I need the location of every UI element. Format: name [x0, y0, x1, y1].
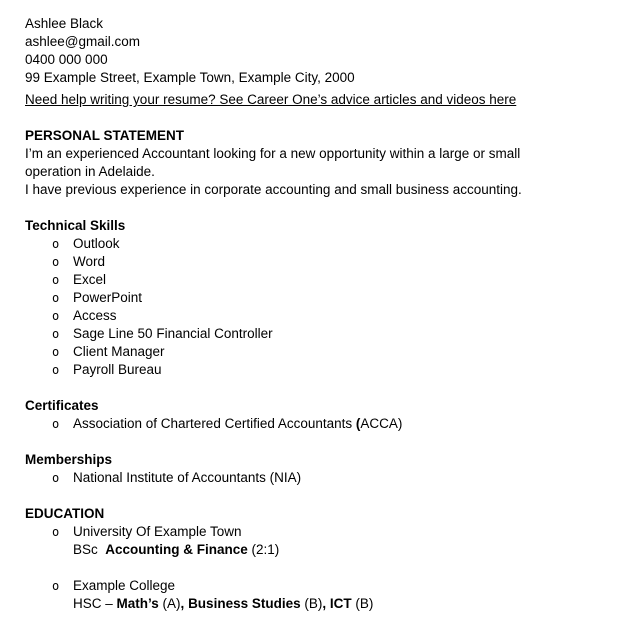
education-institution: University Of Example Town: [73, 524, 242, 539]
skill-label: Client Manager: [73, 344, 165, 359]
circle-bullet-icon: o: [52, 255, 60, 269]
skill-item: [25, 361, 597, 379]
personal-statement-line: operation in Adelaide.: [25, 164, 155, 179]
circle-bullet-icon: o: [52, 471, 60, 485]
circle-bullet-icon: o: [52, 579, 60, 593]
contact-address: 99 Example Street, Example Town, Example City, 2000: [25, 70, 355, 85]
contact-name: Ashlee Black: [25, 16, 104, 31]
personal-statement-heading: PERSONAL STATEMENT: [25, 128, 185, 143]
technical-skills-list: [25, 235, 597, 379]
personal-statement-line: I have previous experience in corporate accounting and small business accounting.: [25, 182, 522, 197]
circle-bullet-icon: o: [52, 363, 60, 377]
skill-item: [25, 235, 597, 253]
education-institution: Example College: [73, 578, 176, 593]
circle-bullet-icon: o: [52, 273, 60, 287]
skill-label: PowerPoint: [73, 290, 143, 305]
certificate-item: [25, 415, 597, 433]
circle-bullet-icon: o: [52, 291, 60, 305]
membership-item: [25, 469, 597, 487]
contact-block: [25, 15, 597, 87]
skill-item: [25, 289, 597, 307]
skill-label: Access: [73, 308, 117, 323]
career-advice-link[interactable]: Need help writing your resume? See Career One’s advice articles and videos here: [25, 92, 517, 107]
skill-label: Excel: [73, 272, 107, 287]
education-institution-line: [25, 577, 597, 595]
education-entry: [25, 577, 597, 613]
skill-label: Sage Line 50 Financial Controller: [73, 326, 273, 341]
education-detail: HSC – Math’s (A), Business Studies (B), ICT (B): [73, 596, 374, 611]
skill-item: [25, 325, 597, 343]
skill-item: [25, 271, 597, 289]
circle-bullet-icon: o: [52, 525, 60, 539]
skill-label: Payroll Bureau: [73, 362, 162, 377]
education-institution-line: [25, 523, 597, 541]
personal-statement-section: [25, 127, 597, 199]
technical-skills-section: [25, 217, 597, 379]
education-entry: [25, 523, 597, 559]
personal-statement-line: I’m an experienced Accountant looking for a new opportunity within a large or small: [25, 146, 521, 161]
circle-bullet-icon: o: [52, 327, 60, 341]
circle-bullet-icon: o: [52, 345, 60, 359]
skill-label: Outlook: [73, 236, 120, 251]
memberships-heading: Memberships: [25, 452, 113, 467]
education-section: [25, 505, 597, 613]
certificates-heading: Certificates: [25, 398, 99, 413]
skill-item: [25, 253, 597, 271]
membership-label: National Institute of Accountants (NIA): [73, 470, 302, 485]
circle-bullet-icon: o: [52, 417, 60, 431]
skill-label: Word: [73, 254, 106, 269]
technical-skills-heading: Technical Skills: [25, 218, 126, 233]
circle-bullet-icon: o: [52, 237, 60, 251]
memberships-section: [25, 451, 597, 487]
circle-bullet-icon: o: [52, 309, 60, 323]
contact-phone: 0400 000 000: [25, 52, 108, 67]
contact-email: ashlee@gmail.com: [25, 34, 141, 49]
certificate-label: Association of Chartered Certified Accountants (ACCA): [73, 416, 403, 431]
education-detail: BSc Accounting & Finance (2:1): [73, 542, 280, 557]
certificates-section: [25, 397, 597, 433]
skill-item: [25, 343, 597, 361]
education-heading: EDUCATION: [25, 506, 105, 521]
skill-item: [25, 307, 597, 325]
